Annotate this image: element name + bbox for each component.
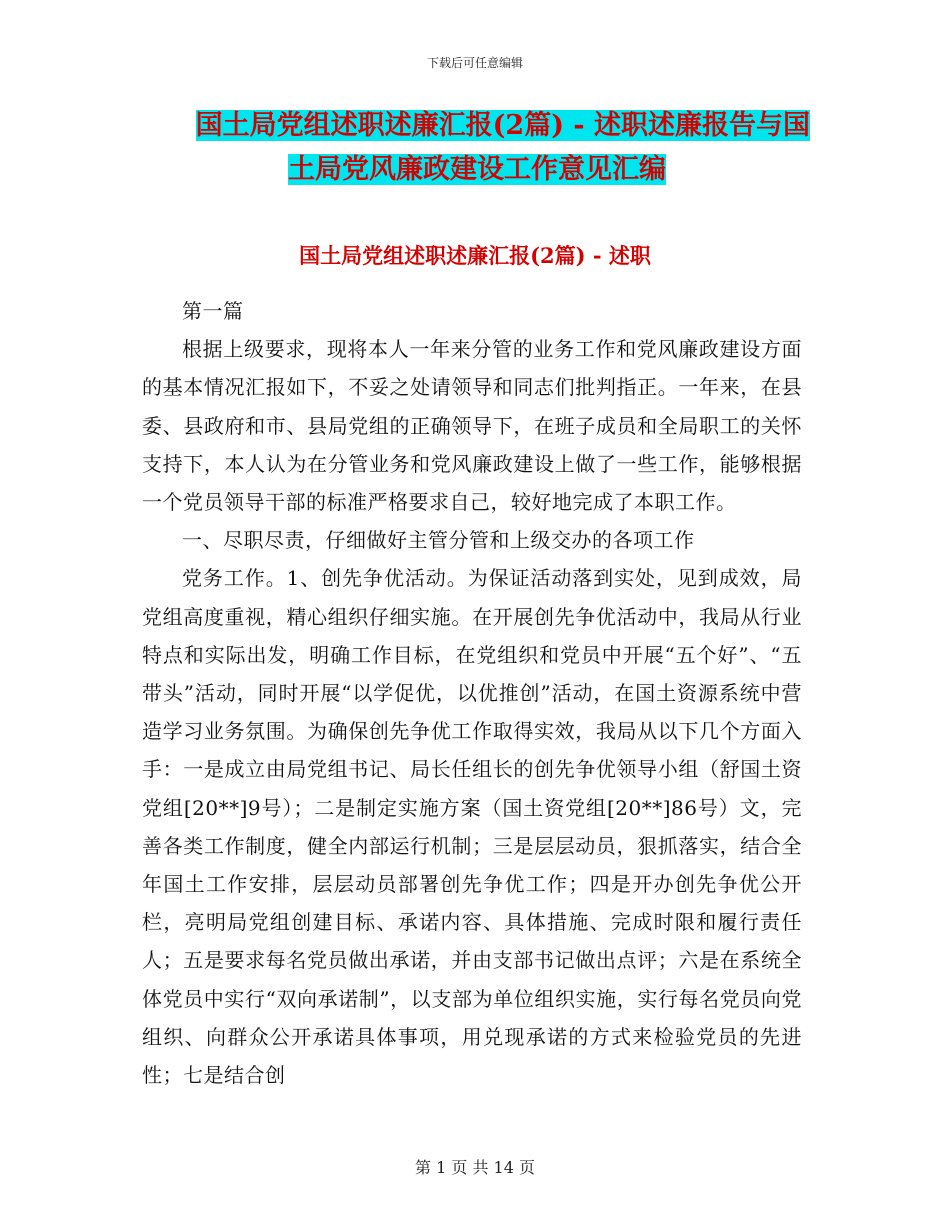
paragraph-part-heading: 第一篇	[182, 299, 244, 323]
document-body	[142, 292, 802, 1094]
paragraph-party-work: 党务工作。1、创先争优活动。为保证活动落到实处，见到成效，局党组高度重视，精心组织仔细实施。在开展创先争优活动中，我局从行业特点和实际出发，明确工作目标，在党组织和党员中开展“五个好”、“五带头”活动，同时开展“以学促优，以优推创”活动，在国土资源系统中营造学习业务氛围。为确保创先争优工作取得实效，我局从以下几个方面入手：一是成立由局党组书记、局长任组长的创先争优领导小组（舒国土资党组[20**]9号）；二是制定实施方案（国土资党组[20**]86号）文，完善各类工作制度，健全内部运行机制；三是层层动员，狠抓落实，结合全年国土工作安排，层层动员部署创先争优工作；四是开办创先争优公开栏，亮明局党组创建目标、承诺内容、具体措施、完成时限和履行责任人；五是要求每名党员做出承诺，并由支部书记做出点评；六是在系统全体党员中实行“双向承诺制”，以支部为单位组织实施，实行每名党员向党组织、向群众公开承诺具体事项，用兑现承诺的方式来检验党员的先进性；七是结合创	[142, 566, 802, 1088]
paragraph-section-heading: 一、尽职尽责，仔细做好主管分管和上级交办的各项工作	[182, 528, 695, 553]
page-number: 第 1 页 共 14 页	[415, 1158, 535, 1177]
document-title-line-2: 土局党风廉政建设工作意见汇编	[288, 154, 666, 185]
section-title: 国土局党组述职述廉汇报(2篇) - 述职	[299, 243, 651, 268]
document-title	[140, 104, 810, 192]
page-header-note: 下载后可任意编辑	[426, 56, 523, 70]
document-title-line-1: 国土局党组述职述廉汇报(2篇) - 述职述廉报告与国	[195, 110, 810, 141]
paragraph-intro: 根据上级要求，现将本人一年来分管的业务工作和党风廉政建设方面的基本情况汇报如下，不妥之处请领导和同志们批判指正。一年来，在县委、县政府和市、县局党组的正确领导下，在班子成员和全局职工的关怀支持下，本人认为在分管业务和党风廉政建设上做了一些工作，能够根据一个党员领导干部的标准严格要求自己，较好地完成了本职工作。	[142, 337, 802, 515]
